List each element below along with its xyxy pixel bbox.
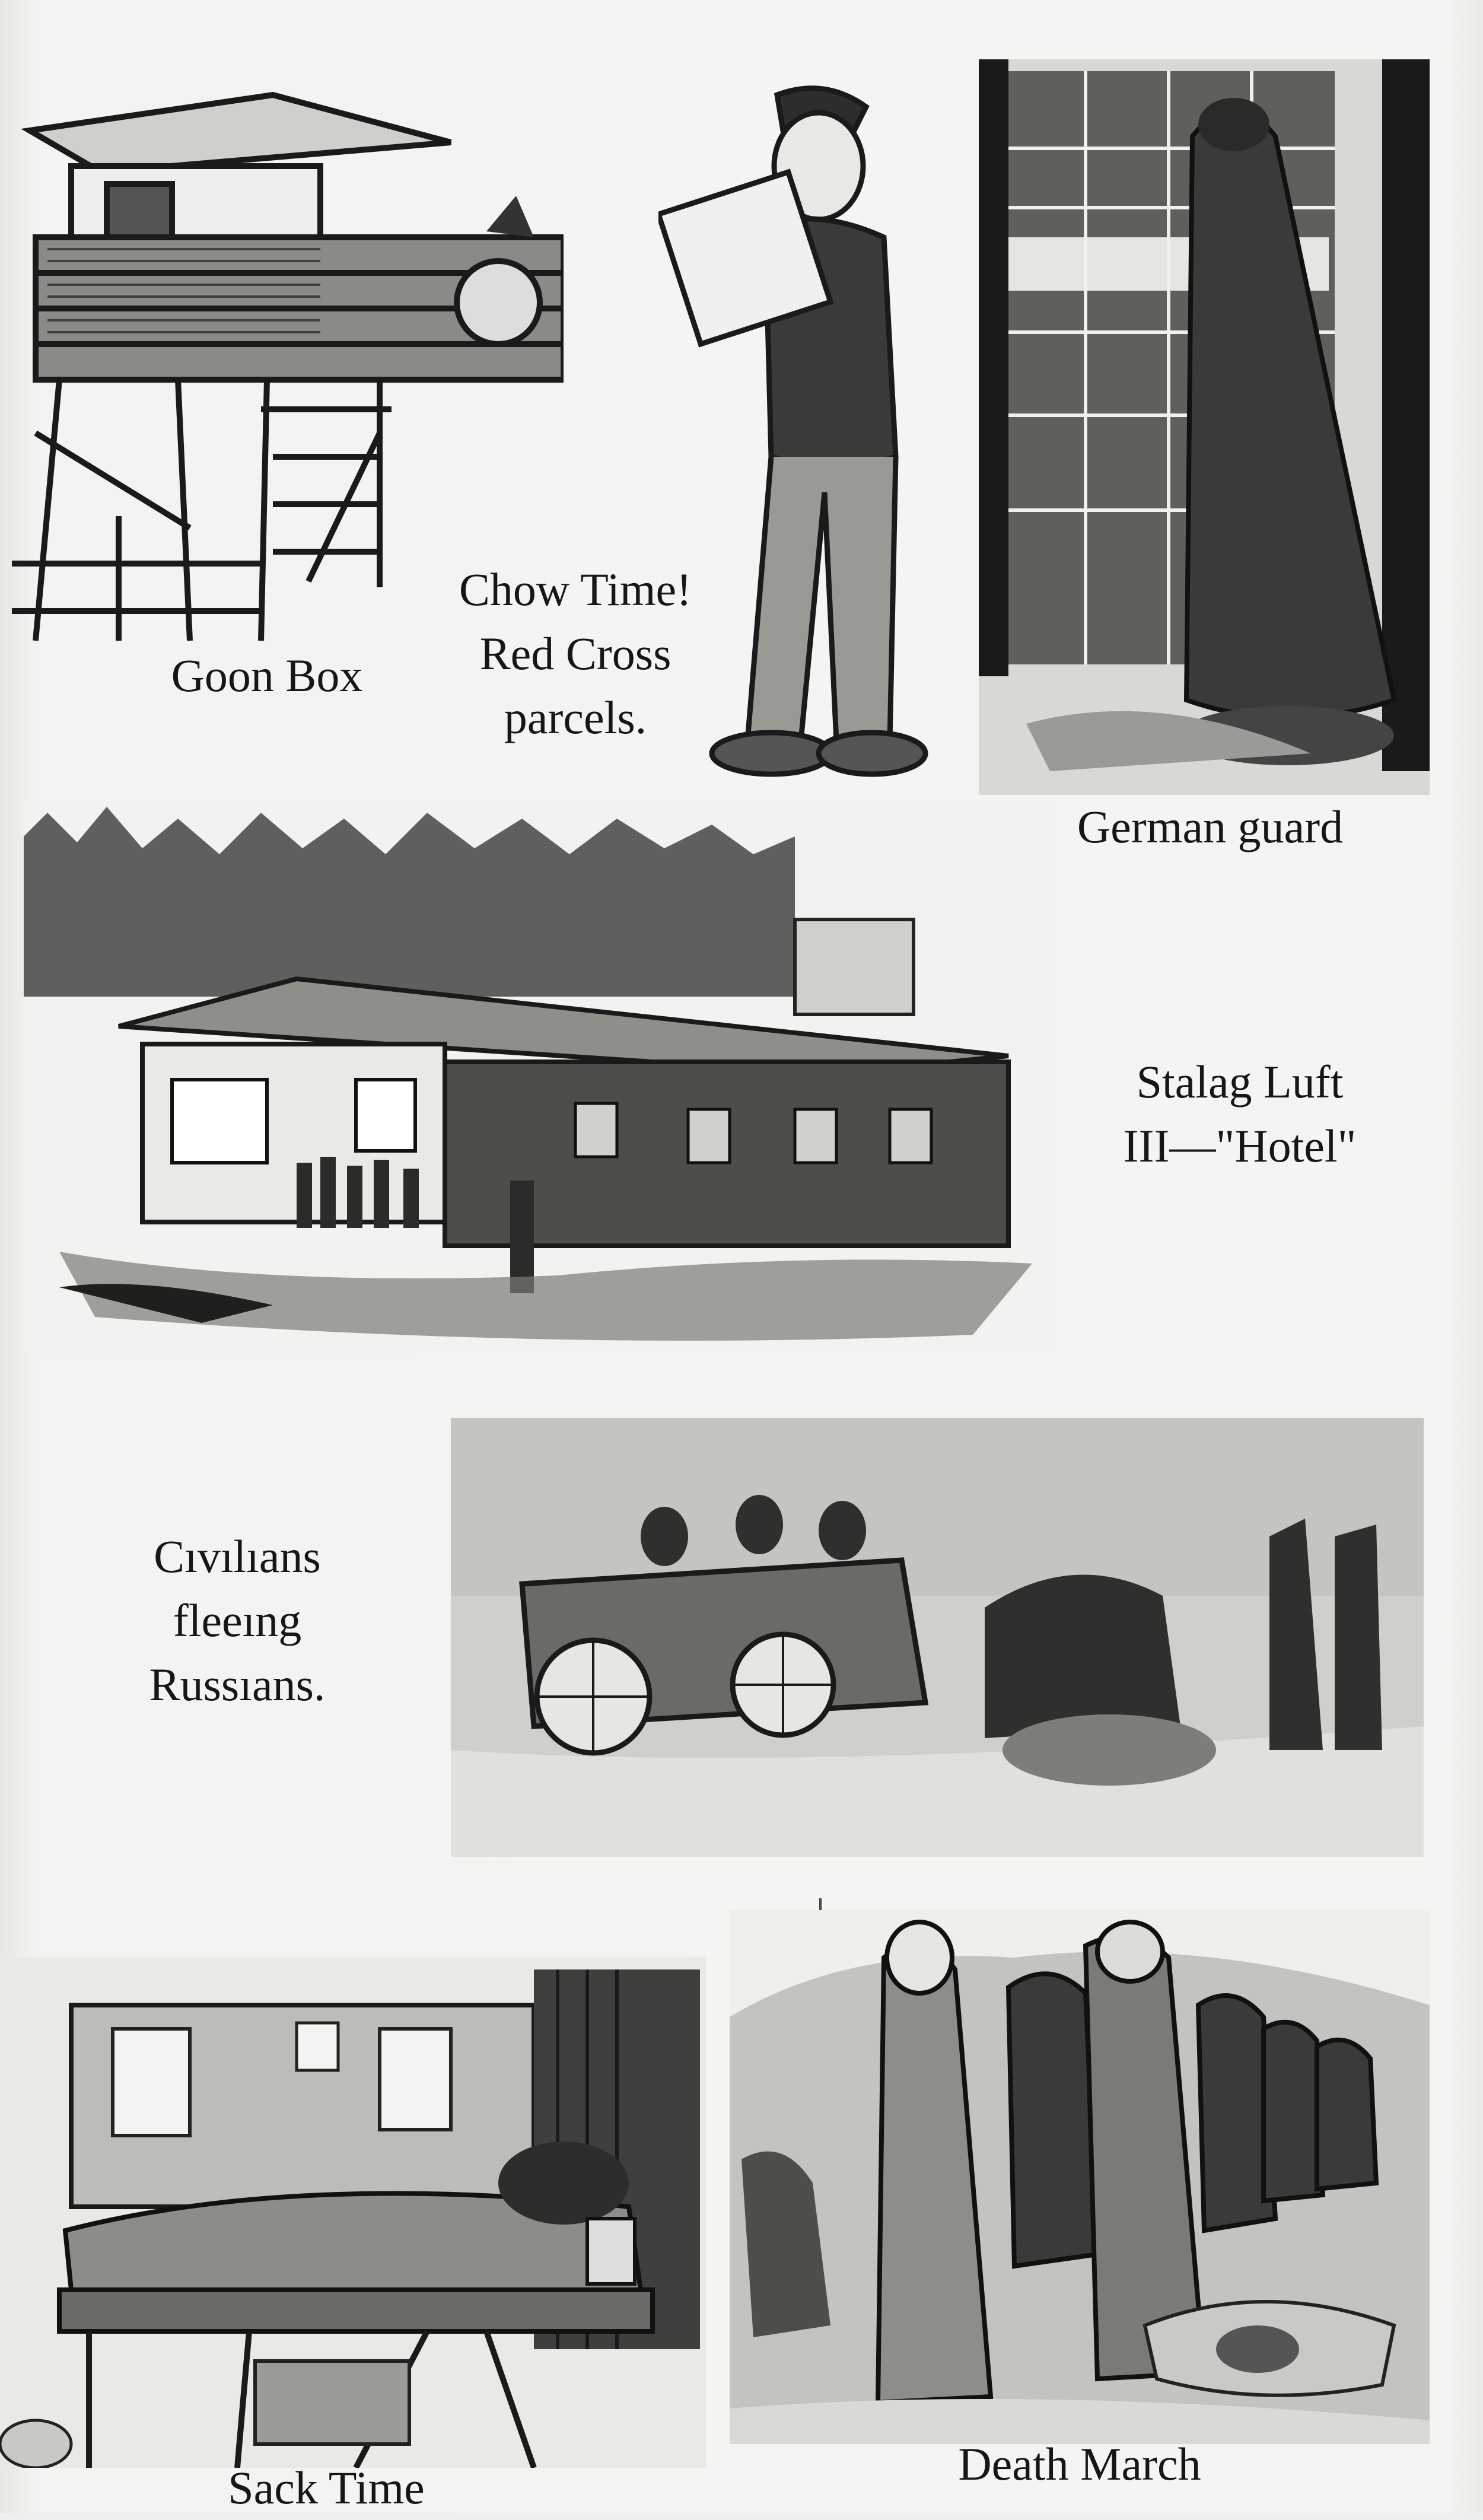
stalag-caption <box>1068 1050 1412 1178</box>
civilians-caption <box>83 1525 392 1717</box>
sack-time-caption: Sack Time <box>228 2462 425 2513</box>
stalag-barracks-illustration <box>24 801 1056 1353</box>
chow-time-line-2: Red Cross <box>479 628 672 679</box>
sack-time-illustration <box>0 1958 706 2468</box>
civilians-fleeing-illustration <box>451 1418 1424 1857</box>
chow-time-line-1: Chow Time! <box>459 564 692 615</box>
death-march-caption: Death March <box>958 2438 1201 2490</box>
death-march-illustration <box>730 1910 1430 2444</box>
chow-time-line-3: parcels. <box>504 692 647 743</box>
civilians-line-2: fleeıng <box>173 1595 302 1646</box>
goon-box-illustration <box>12 77 564 641</box>
chow-time-caption <box>427 558 724 750</box>
german-guard-illustration <box>979 59 1430 795</box>
goon-box-caption: Goon Box <box>171 650 363 701</box>
civilians-line-3: Russıans. <box>149 1659 326 1710</box>
civilians-line-1: Cıvılıans <box>154 1531 321 1582</box>
german-guard-caption: German guard <box>1077 801 1344 852</box>
stalag-line-1: Stalag Luft <box>1136 1056 1344 1108</box>
stalag-line-2: III—"Hotel" <box>1123 1120 1357 1172</box>
